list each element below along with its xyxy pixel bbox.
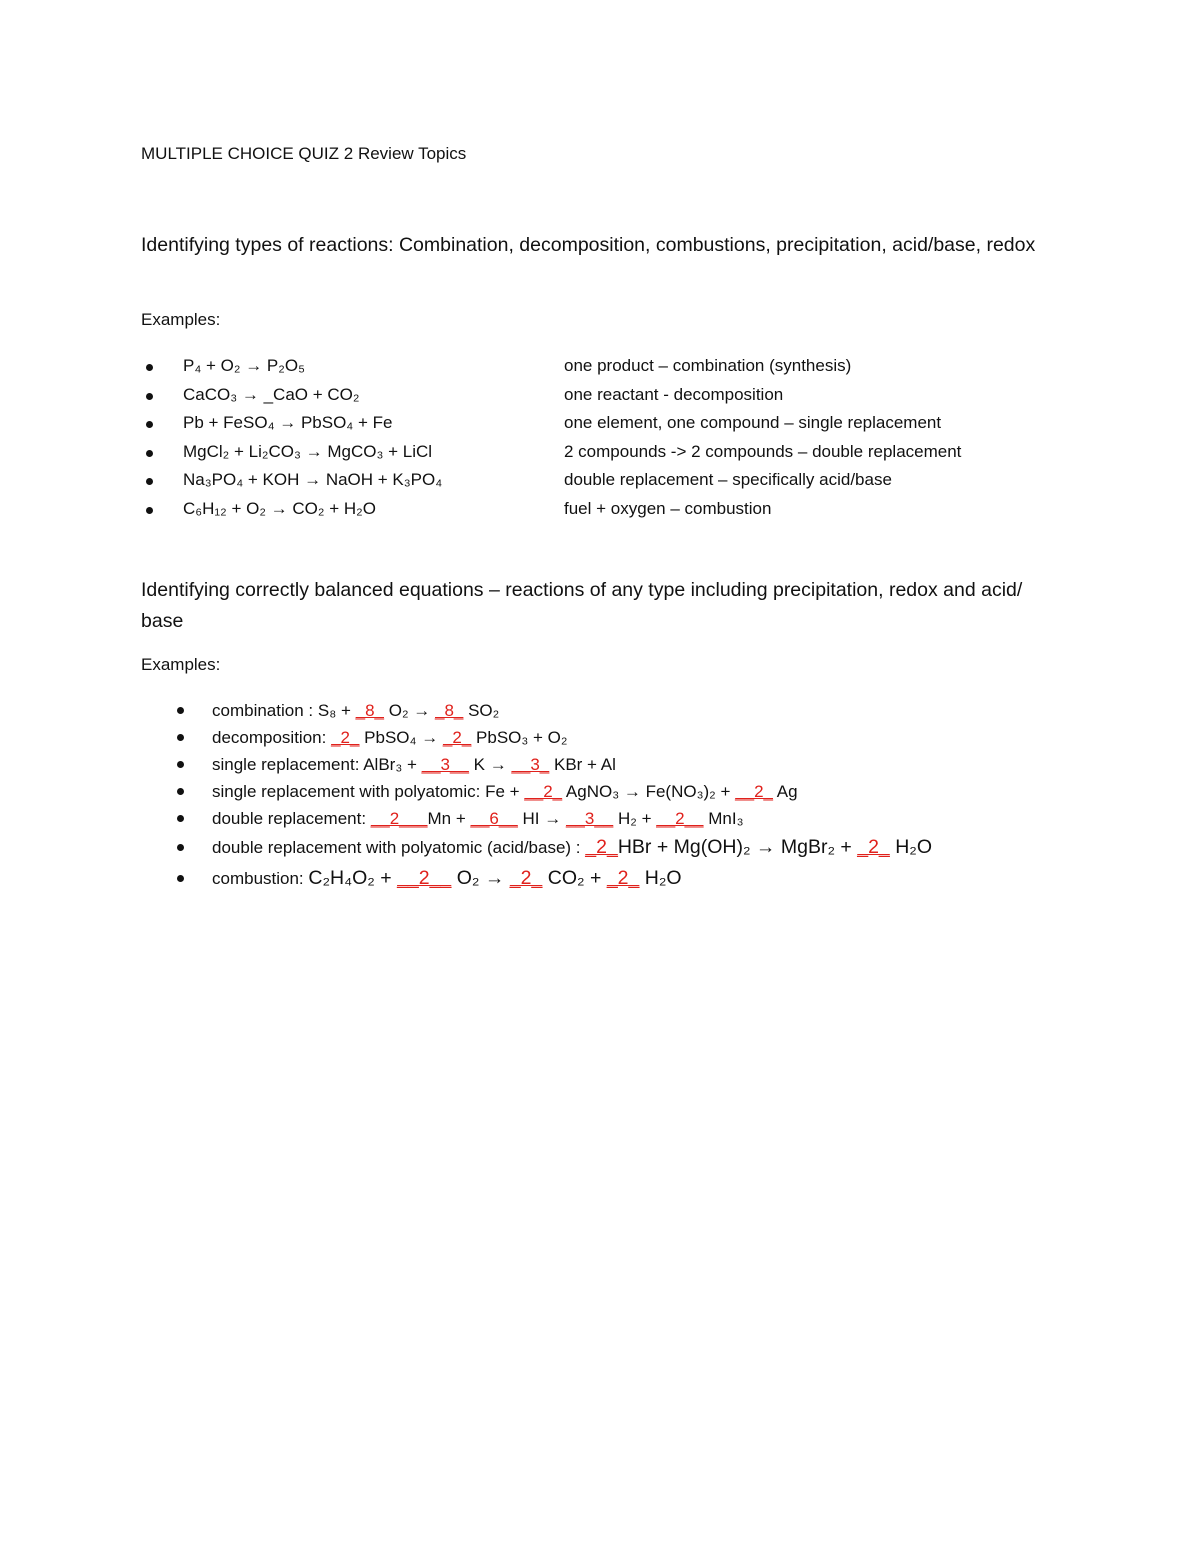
equation: __2___Mn + __6__ HI → __3__ H₂ + __2__ MnI₃ <box>370 809 744 828</box>
answer-blank: __2_ <box>524 782 563 801</box>
bullet-icon <box>177 707 184 714</box>
equation: CaCO₃ → _CaO + CO₂ <box>183 384 360 404</box>
bullet-icon <box>146 421 153 428</box>
bullet-icon <box>146 393 153 400</box>
equation-line <box>212 832 932 863</box>
answer-blank: __2___ <box>370 809 428 828</box>
reaction-description: one element, one compound – single replacement <box>564 413 942 432</box>
equation-line <box>212 751 616 778</box>
section1-heading: Identifying types of reactions: Combination, decomposition, combustions, precipitation, acid/base, redox <box>141 234 1036 256</box>
reaction-type-label: double replacement with polyatomic (acid/base) : <box>212 838 581 857</box>
equation: AlBr₃ + __3__ K → __3_ KBr + Al <box>363 755 616 774</box>
answer-blank: __2_ <box>735 782 773 801</box>
equation-line <box>212 778 798 805</box>
reaction-type-label: decomposition: <box>212 728 327 747</box>
reaction-type-label: combination : <box>212 701 314 720</box>
equation: Na₃PO₄ + KOH → NaOH + K₃PO₄ <box>183 470 443 489</box>
answer-blank: _2_ <box>606 867 640 889</box>
bullet-icon <box>177 734 184 741</box>
bullet-icon <box>146 478 153 485</box>
bullet-icon <box>146 507 153 514</box>
bullet-icon <box>177 875 184 882</box>
reaction-description: double replacement – specifically acid/base <box>564 470 892 489</box>
answer-blank: _2_ <box>509 867 543 889</box>
answer-blank: __3_ <box>511 755 550 774</box>
equation: _2_ PbSO₄ → _2_ PbSO₃ + O₂ <box>331 728 568 747</box>
bullet-icon <box>177 788 184 795</box>
answer-blank: _8_ <box>435 701 464 720</box>
equation-line <box>212 805 744 832</box>
bullet-icon <box>146 364 153 371</box>
reaction-type-label: single replacement with polyatomic: <box>212 782 481 801</box>
equation: _2_HBr + Mg(OH)₂ → MgBr₂ + _2_ H₂O <box>585 836 933 858</box>
equation: MgCl₂ + Li₂CO₃ → MgCO₃ + LiCl <box>183 441 433 461</box>
answer-blank: _2_ <box>585 836 618 858</box>
equation: P₄ + O₂ → P₂O₅ <box>183 356 305 375</box>
bullet-icon <box>177 815 184 822</box>
equation: Pb + FeSO₄ → PbSO₄ + Fe <box>183 413 393 432</box>
page-title: MULTIPLE CHOICE QUIZ 2 Review Topics <box>141 144 467 163</box>
bullet-icon <box>146 450 153 457</box>
answer-blank: __3__ <box>421 755 469 774</box>
reaction-description: one product – combination (synthesis) <box>564 356 852 375</box>
answer-blank: __3__ <box>565 809 614 828</box>
reaction-type-label: single replacement: <box>212 755 360 774</box>
reaction-description: one reactant - decomposition <box>564 384 784 404</box>
equation-line <box>212 863 682 894</box>
equation-line <box>212 697 499 724</box>
answer-blank: _8_ <box>355 701 384 720</box>
answer-blank: __2__ <box>656 809 704 828</box>
equation: C₂H₄O₂ + __2__ O₂ → _2_ CO₂ + _2_ H₂O <box>308 867 682 889</box>
bullet-icon <box>177 761 184 768</box>
answer-blank: __6__ <box>470 809 518 828</box>
reaction-type-label: combustion: <box>212 869 304 888</box>
answer-blank: _2_ <box>857 836 890 858</box>
section2-heading: Identifying correctly balanced equations – reactions of any type including precipitation, redox and acid/ base <box>141 579 1023 632</box>
answer-blank: _2_ <box>442 728 472 747</box>
reaction-type-label: double replacement: <box>212 809 367 828</box>
equation: S₈ + _8_ O₂ → _8_ SO₂ <box>317 701 500 720</box>
equation-line <box>212 724 568 751</box>
answer-blank: _2_ <box>331 728 360 747</box>
section2-examples-label: Examples: <box>141 655 221 674</box>
equation: Fe + __2_ AgNO₃ → Fe(NO₃)₂ + __2_ Ag <box>485 782 798 801</box>
reaction-description: fuel + oxygen – combustion <box>564 498 772 518</box>
bullet-icon <box>177 844 184 851</box>
answer-blank: __2__ <box>397 867 452 889</box>
equation: C₆H₁₂ + O₂ → CO₂ + H₂O <box>183 498 376 518</box>
section1-examples-label: Examples: <box>141 310 221 329</box>
reaction-description: 2 compounds -> 2 compounds – double replacement <box>564 441 962 461</box>
